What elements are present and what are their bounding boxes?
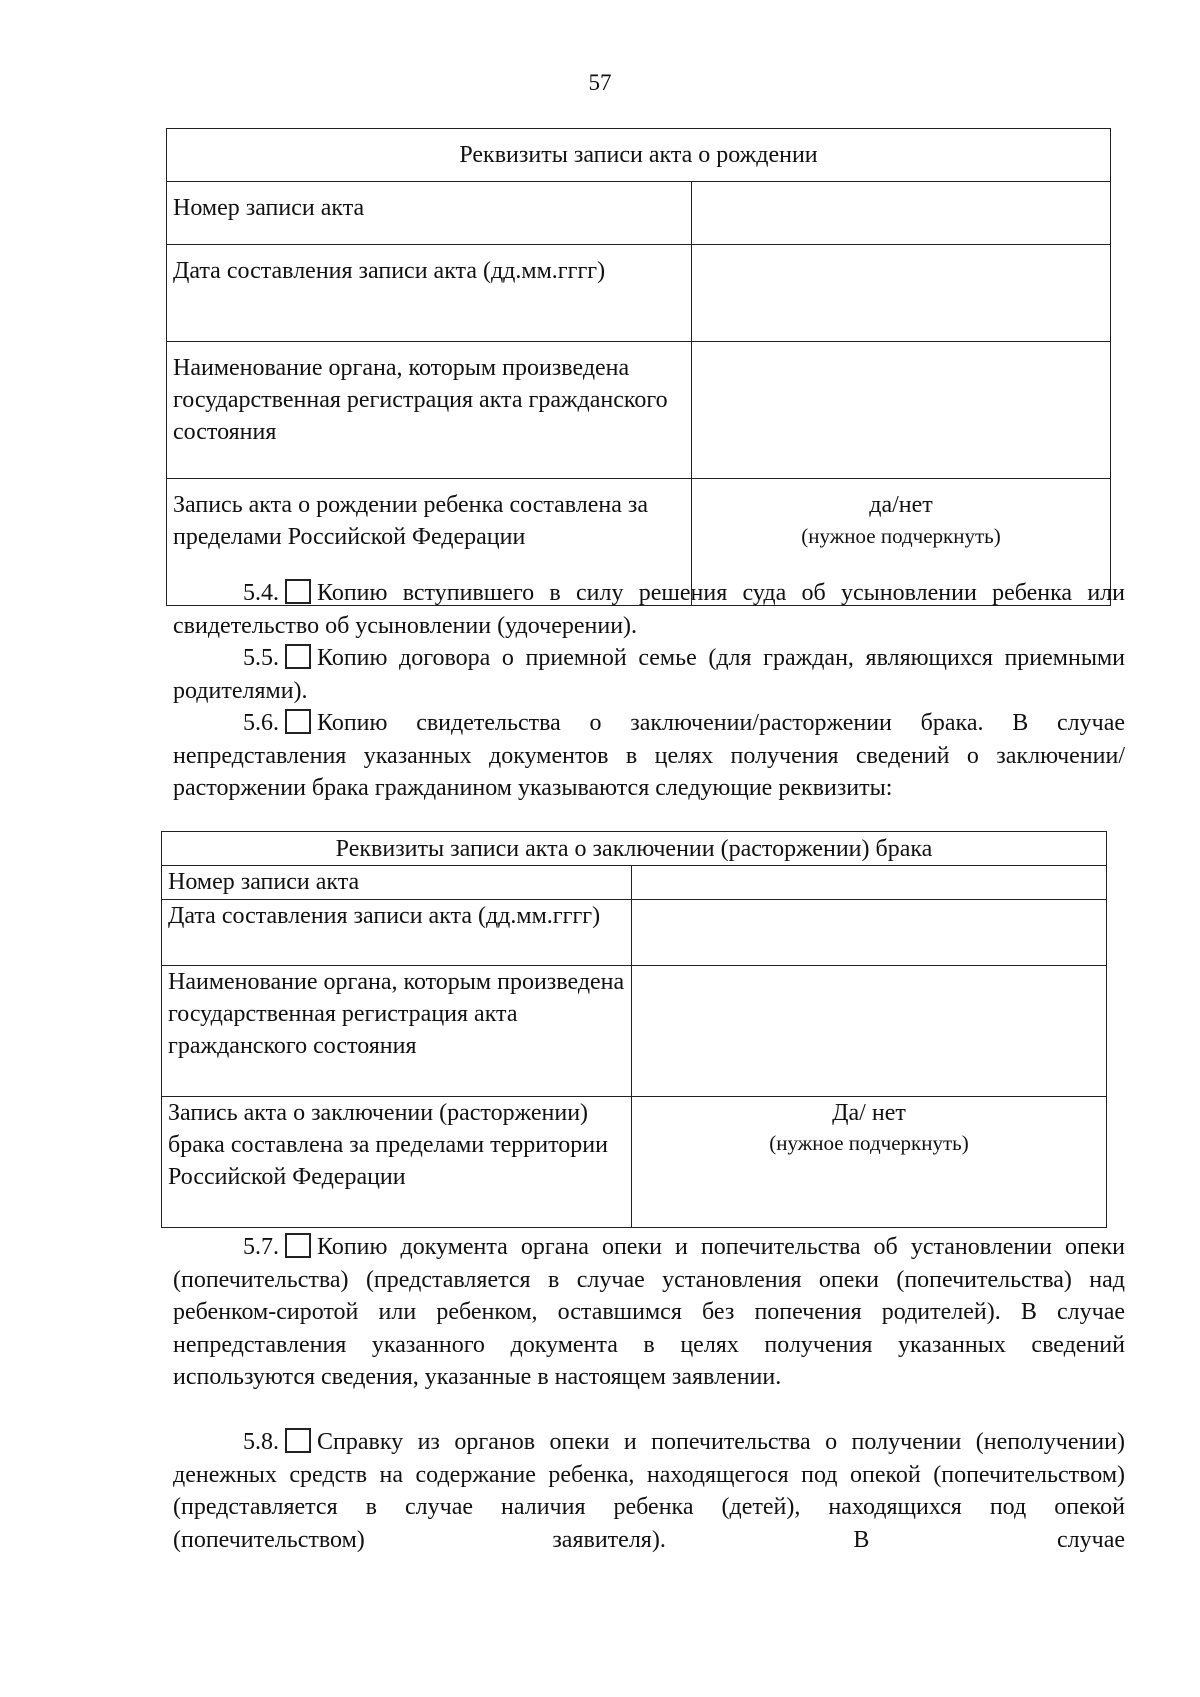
item-5-6 bbox=[173, 707, 1125, 805]
item-5-5 bbox=[173, 642, 1125, 707]
page-number: 57 bbox=[588, 70, 612, 95]
item-number: 5.5. bbox=[243, 645, 279, 671]
item-text: Копию договора о приемной семье (для граждан, являющихся приемными родителями). bbox=[173, 645, 1125, 704]
birth-row-label: Номер записи акта bbox=[167, 182, 692, 245]
marriage-row-label: Номер записи акта bbox=[162, 866, 632, 900]
birth-row-label: Дата составления записи акта (дд.мм.гггг) bbox=[167, 245, 692, 342]
marriage-row-value-field[interactable] bbox=[632, 966, 1107, 1097]
item-5-7 bbox=[173, 1231, 1125, 1394]
birth-row-label: Запись акта о рождении ребенка составлена за пределами Российской Федерации bbox=[167, 479, 692, 606]
item-5-8 bbox=[173, 1426, 1125, 1556]
item-number: 5.6. bbox=[243, 710, 279, 736]
birth-row-value-field[interactable] bbox=[692, 182, 1111, 245]
underline-hint: (нужное подчеркнуть) bbox=[769, 1131, 969, 1155]
birth-record-table bbox=[166, 128, 1111, 606]
checkbox-5-8[interactable] bbox=[285, 1428, 311, 1453]
marriage-record-table bbox=[161, 831, 1107, 1228]
marriage-row-label: Запись акта о заключении (расторжении) брака составлена за пределами территории Российской Федерации bbox=[162, 1097, 632, 1228]
item-text: Справку из органов опеки и попечительства о получении (неполучении) денежных средств на содержание ребенка, находящегося под опекой (попечительством) (представляется в случае наличия ребенка (детей), находящихся под опекой (попечительством) заявителя). В случае bbox=[173, 1429, 1125, 1553]
underline-hint: (нужное подчеркнуть) bbox=[801, 524, 1001, 548]
checkbox-5-7[interactable] bbox=[285, 1233, 311, 1258]
item-number: 5.8. bbox=[243, 1429, 279, 1455]
marriage-row-label: Дата составления записи акта (дд.мм.гггг) bbox=[162, 900, 632, 966]
yes-no-options: да/нет bbox=[869, 492, 933, 518]
item-text: Копию документа органа опеки и попечительства об установлении опеки (попечительства) (представляется в случае установления опеки (попечительства) над ребенком-сиротой или ребенком, оставшимся без попечения родителей). В случае непредставления указанного документа в целях получения указанных сведений используются сведения, указанные в настоящем заявлении. bbox=[173, 1234, 1125, 1390]
birth-table-header: Реквизиты записи акта о рождении bbox=[167, 129, 1111, 182]
marriage-row-label: Наименование органа, которым произведена государственная регистрация акта гражданского состояния bbox=[162, 966, 632, 1097]
item-number: 5.7. bbox=[243, 1234, 279, 1260]
birth-row-value-field[interactable] bbox=[692, 342, 1111, 479]
birth-row-value-field[interactable] bbox=[692, 245, 1111, 342]
item-5-4 bbox=[173, 577, 1125, 642]
birth-row-label: Наименование органа, которым произведена государственная регистрация акта гражданского состояния bbox=[167, 342, 692, 479]
marriage-yes-no-field[interactable] bbox=[632, 1097, 1107, 1228]
item-text: Копию свидетельства о заключении/расторжении брака. В случае непредставления указанных документов в целях получения сведений о заключении/расторжении брака гражданином указываются следующие реквизиты: bbox=[173, 710, 1125, 801]
item-number: 5.4. bbox=[243, 580, 279, 606]
marriage-table-header: Реквизиты записи акта о заключении (расторжении) брака bbox=[162, 832, 1107, 866]
checkbox-5-5[interactable] bbox=[285, 644, 311, 669]
checkbox-5-6[interactable] bbox=[285, 709, 311, 734]
item-text: Копию вступившего в силу решения суда об усыновлении ребенка или свидетельство об усыновлении (удочерении). bbox=[173, 580, 1125, 639]
marriage-row-value-field[interactable] bbox=[632, 866, 1107, 900]
marriage-row-value-field[interactable] bbox=[632, 900, 1107, 966]
checkbox-5-4[interactable] bbox=[285, 579, 311, 604]
yes-no-options: Да/ нет bbox=[832, 1100, 906, 1126]
